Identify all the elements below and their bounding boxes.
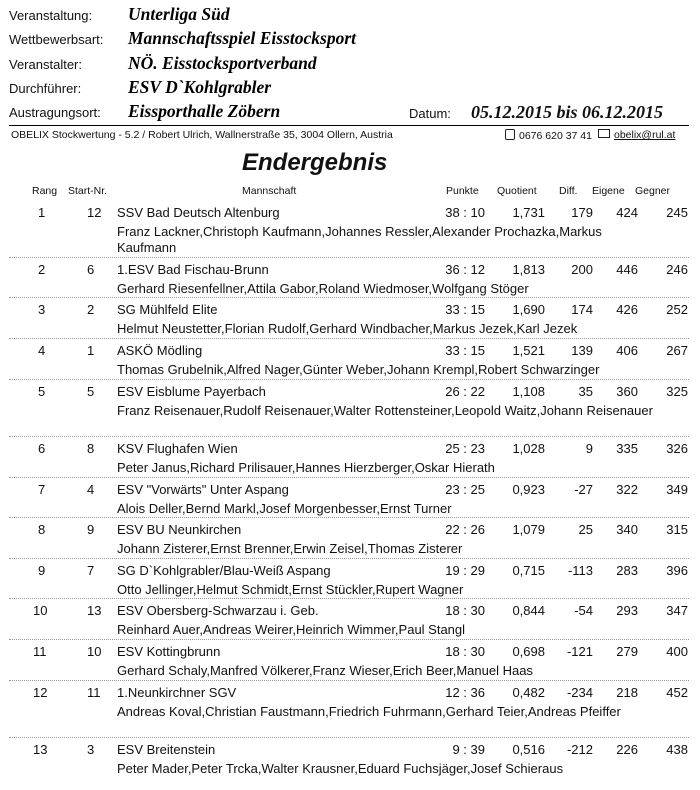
points-cell: 22 : 26 (445, 522, 485, 537)
player-list: Andreas Koval,Christian Faustmann,Friedrich Fuhrmann,Gerhard Teier,Andreas Pfeiffer (117, 704, 621, 719)
start-number-cell: 12 (87, 205, 102, 220)
row-separator (9, 517, 689, 518)
rank-cell: 2 (38, 262, 46, 277)
own-score-cell: 446 (616, 262, 638, 277)
rank-cell: 3 (38, 302, 46, 317)
page-title: Endergebnis (242, 149, 388, 176)
col-team: Mannschaft (242, 185, 297, 197)
difference-cell: 9 (585, 441, 593, 456)
team-name-cell: ESV BU Neunkirchen (117, 522, 242, 537)
event-value: Unterliga Süd (128, 4, 230, 24)
quotient-cell: 1,108 (512, 384, 545, 399)
points-cell: 25 : 23 (445, 441, 485, 456)
table-row (0, 441, 700, 461)
email-link[interactable]: obelix@rul.at (614, 129, 676, 141)
difference-cell: 25 (578, 522, 593, 537)
quotient-cell: 1,028 (512, 441, 545, 456)
player-list: Peter Mader,Peter Trcka,Walter Krausner,Eduard Fuchsjäger,Josef Schieraus (117, 761, 564, 776)
phone-number: 0676 620 37 41 (519, 130, 592, 142)
rank-cell: 13 (33, 742, 48, 757)
row-separator (9, 297, 689, 298)
start-number-cell: 7 (87, 563, 95, 578)
rank-cell: 8 (38, 522, 46, 537)
envelope-icon (598, 129, 610, 138)
start-number-cell: 13 (87, 603, 102, 618)
quotient-cell: 1,731 (512, 205, 545, 220)
player-list: Franz Reisenauer,Rudolf Reisenauer,Walter Rottensteiner,Leopold Waitz,Johann Reisenauer (117, 403, 653, 418)
col-start-no: Start-Nr. (68, 185, 108, 197)
player-list: Helmut Neustetter,Florian Rudolf,Gerhard Windbacher,Markus Jezek,Karl Jezek (117, 321, 578, 336)
own-score-cell: 226 (616, 742, 638, 757)
points-cell: 23 : 25 (445, 482, 485, 497)
player-list: Franz Lackner,Christoph Kaufmann,Johannes Ressler,Alexander Prochazka,Markus Kaufmann (117, 224, 602, 255)
quotient-cell: 1,079 (512, 522, 545, 537)
difference-cell: 200 (571, 262, 593, 277)
difference-cell: -113 (567, 563, 593, 578)
player-list: Gerhard Schaly,Manfred Völkerer,Franz Wieser,Erich Beer,Manuel Haas (117, 663, 533, 678)
points-cell: 18 : 30 (445, 603, 485, 618)
row-separator (9, 477, 689, 478)
points-cell: 18 : 30 (445, 644, 485, 659)
col-points: Punkte (446, 185, 479, 197)
table-row (0, 563, 700, 583)
host-club-label: Durchführer: (9, 81, 82, 96)
team-name-cell: SSV Bad Deutsch Altenburg (117, 205, 280, 220)
team-name-cell: SG D`Kohlgrabler/Blau-Weiß Aspang (117, 563, 331, 578)
points-cell: 9 : 39 (452, 742, 485, 757)
points-cell: 33 : 15 (445, 302, 485, 317)
difference-cell: -121 (566, 644, 593, 659)
own-score-cell: 360 (616, 384, 638, 399)
organizer-label: Veranstalter: (9, 57, 82, 72)
player-list: Otto Jellinger,Helmut Schmidt,Ernst Stückler,Rupert Wagner (117, 582, 464, 597)
player-list: Reinhard Auer,Andreas Weirer,Heinrich Wimmer,Paul Stangl (117, 622, 466, 637)
own-score-cell: 283 (616, 563, 638, 578)
table-row (0, 603, 700, 623)
team-name-cell: ESV Eisblume Payerbach (117, 384, 266, 399)
start-number-cell: 8 (87, 441, 95, 456)
difference-cell: -27 (574, 482, 593, 497)
row-separator (9, 257, 689, 258)
difference-cell: -212 (566, 742, 593, 757)
start-number-cell: 4 (87, 482, 95, 497)
rank-cell: 10 (33, 603, 48, 618)
points-cell: 19 : 29 (445, 563, 485, 578)
row-separator (9, 338, 689, 339)
own-score-cell: 424 (616, 205, 638, 220)
opponent-score-cell: 349 (666, 482, 688, 497)
rank-cell: 5 (38, 384, 46, 399)
organizer-value: NÖ. Eisstocksportverband (128, 53, 317, 73)
opponent-score-cell: 452 (666, 685, 688, 700)
row-separator (9, 680, 689, 681)
table-row (0, 343, 700, 363)
team-name-cell: 1.ESV Bad Fischau-Brunn (117, 262, 269, 277)
player-list: Gerhard Riesenfellner,Attila Gabor,Roland Wiedmoser,Wolfgang Stöger (117, 281, 529, 296)
start-number-cell: 1 (87, 343, 95, 358)
col-opponent: Gegner (635, 185, 671, 197)
event-label: Veranstaltung: (9, 8, 93, 23)
team-name-cell: ESV Kottingbrunn (117, 644, 221, 659)
player-list: Alois Deller,Bernd Markl,Josef Morgenbesser,Ernst Turner (117, 501, 452, 516)
rank-cell: 7 (38, 482, 46, 497)
table-row (0, 384, 700, 404)
opponent-score-cell: 438 (666, 742, 688, 757)
player-list: Johann Zisterer,Ernst Brenner,Erwin Zeisel,Thomas Zisterer (117, 541, 463, 556)
venue-value: Eissporthalle Zöbern (128, 101, 281, 121)
points-cell: 38 : 10 (445, 205, 485, 220)
table-row (0, 742, 700, 762)
row-separator (9, 737, 689, 738)
opponent-score-cell: 347 (666, 603, 688, 618)
own-score-cell: 335 (616, 441, 638, 456)
team-name-cell: 1.Neunkirchner SGV (117, 685, 237, 700)
table-row (0, 302, 700, 322)
opponent-score-cell: 326 (666, 441, 688, 456)
col-own: Eigene (592, 185, 625, 197)
own-score-cell: 218 (616, 685, 638, 700)
rank-cell: 4 (38, 343, 46, 358)
points-cell: 36 : 12 (445, 262, 485, 277)
opponent-score-cell: 325 (666, 384, 688, 399)
start-number-cell: 11 (87, 685, 101, 700)
venue-label: Austragungsort: (9, 105, 101, 120)
opponent-score-cell: 267 (666, 343, 688, 358)
points-cell: 26 : 22 (445, 384, 485, 399)
col-diff: Diff. (559, 185, 578, 197)
quotient-cell: 1,690 (512, 302, 545, 317)
difference-cell: 35 (578, 384, 593, 399)
rank-cell: 9 (38, 563, 46, 578)
team-name-cell: ESV Breitenstein (117, 742, 216, 757)
phone-icon (505, 129, 515, 140)
quotient-cell: 1,813 (512, 262, 545, 277)
quotient-cell: 1,521 (512, 343, 545, 358)
start-number-cell: 5 (87, 384, 95, 399)
quotient-cell: 0,698 (512, 644, 545, 659)
row-separator (9, 598, 689, 599)
col-quotient: Quotient (497, 185, 537, 197)
row-separator (9, 558, 689, 559)
difference-cell: -234 (566, 685, 593, 700)
opponent-score-cell: 246 (666, 262, 688, 277)
team-name-cell: ASKÖ Mödling (117, 343, 203, 358)
table-row (0, 262, 700, 282)
own-score-cell: 293 (616, 603, 638, 618)
table-row (0, 522, 700, 542)
rank-cell: 12 (33, 685, 48, 700)
table-row (0, 205, 700, 225)
row-separator (9, 436, 689, 437)
software-credit: OBELIX Stockwertung - 5.2 / Robert Ulrich, Wallnerstraße 35, 3004 Ollern, Austria (11, 129, 393, 141)
row-separator (9, 639, 689, 640)
team-name-cell: SG Mühlfeld Elite (117, 302, 218, 317)
difference-cell: 174 (571, 302, 593, 317)
email-contact (598, 129, 675, 141)
opponent-score-cell: 245 (666, 205, 688, 220)
start-number-cell: 6 (87, 262, 95, 277)
table-row (0, 644, 700, 664)
own-score-cell: 322 (616, 482, 638, 497)
quotient-cell: 0,715 (512, 563, 545, 578)
date-label: Datum: (409, 106, 451, 121)
player-list: Peter Janus,Richard Prilisauer,Hannes Hierzberger,Oskar Hierath (117, 460, 495, 475)
start-number-cell: 2 (87, 302, 95, 317)
col-rank: Rang (32, 185, 58, 197)
own-score-cell: 426 (616, 302, 638, 317)
start-number-cell: 3 (87, 742, 95, 757)
start-number-cell: 9 (87, 522, 95, 537)
opponent-score-cell: 396 (666, 563, 688, 578)
rank-cell: 1 (38, 205, 46, 220)
competition-type-label: Wettbewerbsart: (9, 32, 104, 47)
start-number-cell: 10 (87, 644, 102, 659)
opponent-score-cell: 400 (666, 644, 688, 659)
row-separator (9, 379, 689, 380)
player-list: Thomas Grubelnik,Alfred Nager,Günter Weber,Johann Krempl,Robert Schwarzinger (117, 362, 600, 377)
host-club-value: ESV D`Kohlgrabler (128, 77, 272, 97)
difference-cell: 139 (571, 343, 593, 358)
points-cell: 12 : 36 (445, 685, 485, 700)
team-name-cell: ESV Obersberg-Schwarzau i. Geb. (117, 603, 319, 618)
opponent-score-cell: 315 (666, 522, 688, 537)
difference-cell: 179 (571, 205, 593, 220)
own-score-cell: 406 (616, 343, 638, 358)
competition-type-value: Mannschaftsspiel Eisstocksport (128, 28, 357, 48)
opponent-score-cell: 252 (666, 302, 688, 317)
difference-cell: -54 (574, 603, 593, 618)
date-value: 05.12.2015 bis 06.12.2015 (471, 102, 664, 122)
table-row (0, 685, 700, 705)
team-name-cell: ESV "Vorwärts" Unter Aspang (117, 482, 289, 497)
quotient-cell: 0,482 (512, 685, 545, 700)
team-name-cell: KSV Flughafen Wien (117, 441, 238, 456)
own-score-cell: 340 (616, 522, 638, 537)
quotient-cell: 0,516 (512, 742, 545, 757)
table-row (0, 482, 700, 502)
points-cell: 33 : 15 (445, 343, 485, 358)
rank-cell: 6 (38, 441, 46, 456)
rank-cell: 11 (33, 644, 47, 659)
header-divider (9, 125, 689, 126)
phone-contact (505, 129, 592, 142)
own-score-cell: 279 (616, 644, 638, 659)
quotient-cell: 0,844 (512, 603, 545, 618)
quotient-cell: 0,923 (512, 482, 545, 497)
